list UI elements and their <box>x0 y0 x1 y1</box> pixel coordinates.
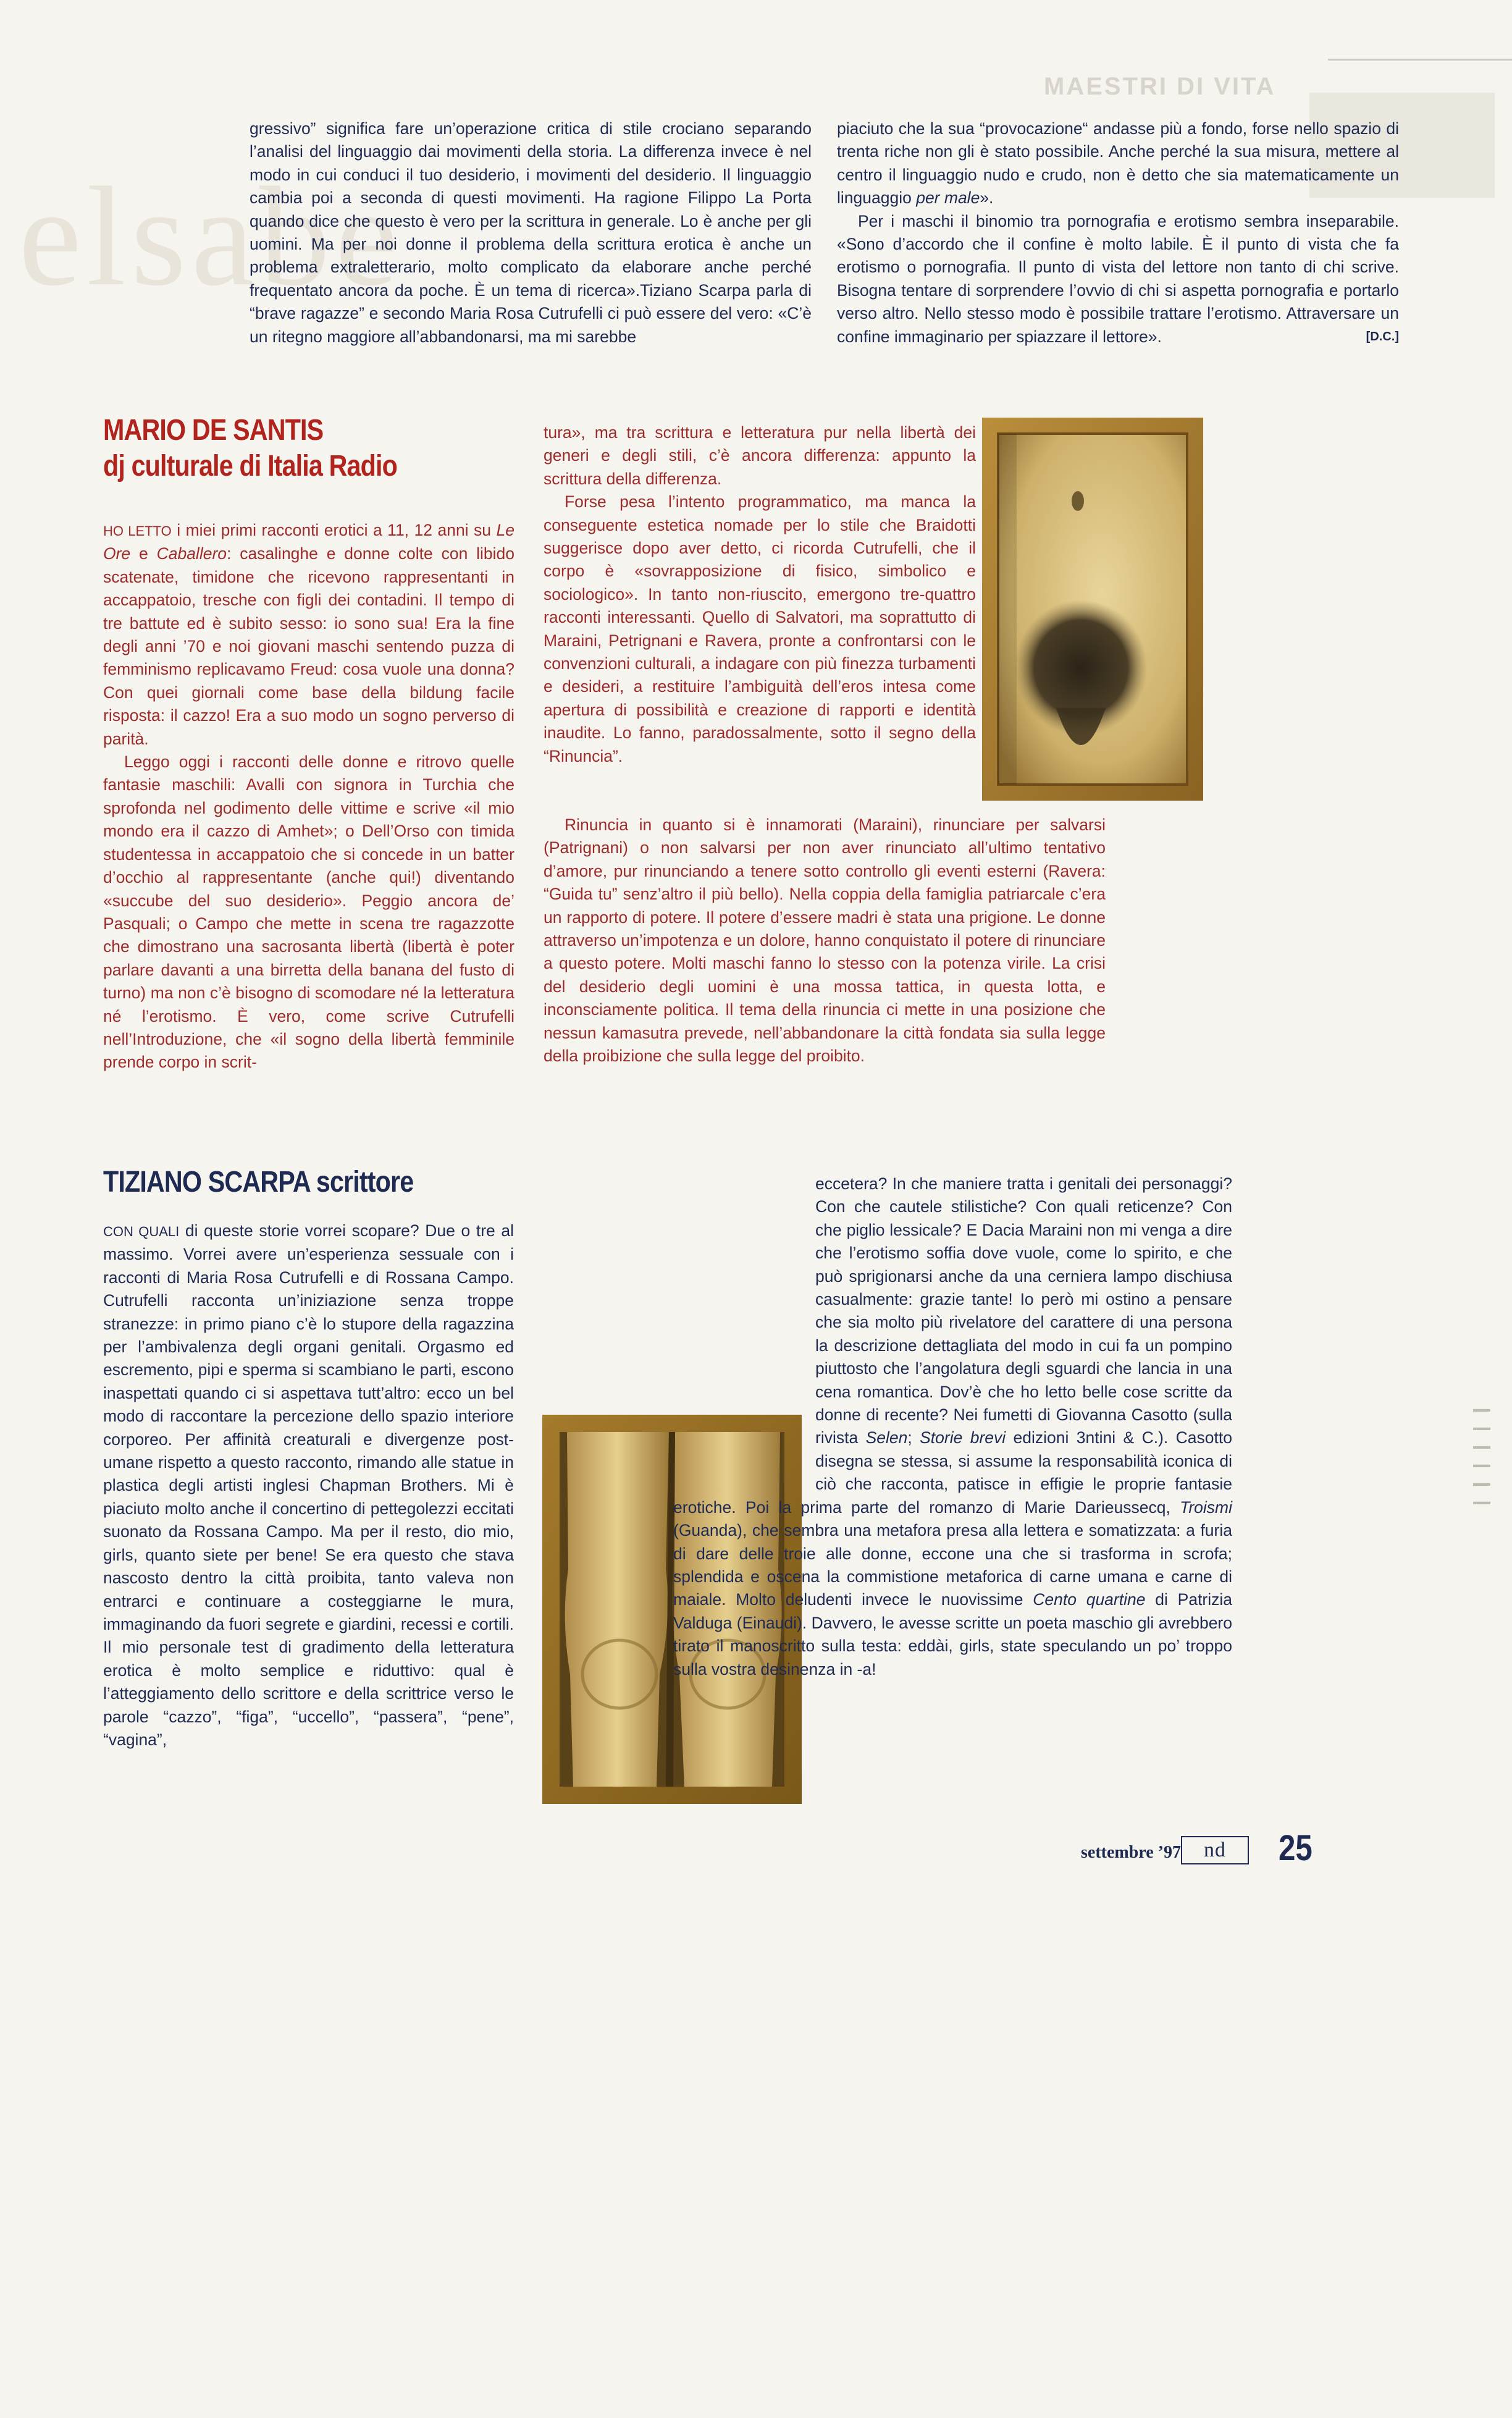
top-right-column <box>837 117 1399 348</box>
page-number: 25 <box>1279 1828 1312 1868</box>
text-span: (Guanda), che sembra una metafora presa alla lettera e somatizzata: a furia di dare delle troie alle donne, eccone una che si trasforma in scrofa; splendida e oscena la commistione metaforica di carne umana e carne di maiale. Molto deludenti invece le nuovissime <box>673 1521 1232 1609</box>
bleed-through-text: elsabe <box>19 158 403 315</box>
lead-in-smallcaps: CON QUALI <box>103 1224 180 1239</box>
text-span: e <box>130 544 157 563</box>
section1-col2-paragraph-1: tura», ma tra scrittura e letteratura pur nella libertà dei generi e degli stili, c’è ancora differenza: appunto la scrittura della differenza. <box>544 423 976 488</box>
emphasis-text: Caballero <box>156 544 227 563</box>
section1-col2-paragraph-2: Forse pesa l’intento programmatico, ma manca la conseguente estetica nomade per lo stile che Braidotti suggerisce dopo aver detto, ci ricorda Cutrufelli, che il corpo è «sovrapposizione di fisico, simbolico e sociologico». In tanto non-riuscito, emergono tre-quattro racconti interessanti. Quello di Salvatori, ma soprattutto di Maraini, Petrignani e Ravera, pronte a confrontarsi con le convenzioni culturali, a indagare con più finezza turbamenti e desideri, a restituire l’ambiguità dell’eros intesa come apertura di possibilità e creazione di rapporti e identità inaudite. Lo fanno, paradossalmente, sotto il segno della “Rinuncia”. <box>544 492 976 765</box>
section2-column-2 <box>673 1173 1232 1681</box>
bleed-through-rule <box>1328 59 1512 61</box>
top-right-paragraph-2 <box>837 210 1399 348</box>
text-span: piaciuto che la sua “provocazione“ andasse più a fondo, forse nello spazio di trenta riche non gli è stato possibile. Anche perché la sua misura, mettere al centro il linguaggio nudo e crudo, non è detto che sia matematicamente un linguaggio <box>837 119 1399 208</box>
text-span: eccetera? In che maniere tratta i genitali dei personaggi? Con che cautele stilistiche? Con quali reticenze? Con che piglio lessicale? E Dacia Maraini non mi venga a dire che l’erotismo soffia dove vuole, come lo spirito, e che può sprigionarsi anche da una cerniera lampo dischiusa casualmente: grazie tante! Io però mi ostino a pensare che sia molto più rivelatore del carattere di una persona la descrizione dettagliata del modo in cui fa un pompino piuttosto che l’angolatura degli sguardi che lancia in una cena romantica. Dov’è che ho letto belle cose scritte da donne di recente? Nei fumetti di Giovanna Casotto (sulla rivista <box>815 1174 1232 1447</box>
author-signature: [D.C.] <box>1366 329 1399 343</box>
text-span: di queste storie vorrei scopare? Due o tre al massimo. Vorrei avere un’esperienza sessuale con i racconti di Maria Rosa Cutrufelli e di Rossana Campo. Cutrufelli racconta un’iniziazione senza troppe stranezze: in primo piano c’è lo stupore della ragazzina per l’ambivalenza degli organi genitali. Orgasmo ed escremento, pipi e sperma si scambiano le parti, escono inaspettati quando ci si aspettava tutt’altro: ecco un bel modo di raccontare la percezione dello spazio interiore corporeo. Per affinità creaturali e divergenze post-umane rispetto a questo racconto, rimando alle statue in plastica degli artisti inglesi Chapman Brothers. Mi è piaciuto molto anche il concertino di pettegolezzi eccitati suonato da Rossana Campo. Ma per il resto, dio mio, girls, quanto siete per bene! Se era questo che stava nascosto dentro la città proibita, tanto valeva non entrarci e continuare a costeggiarne le mura, immaginando da fuori segrete e giardini, recessi e cortili. Il mio personale test di gradimento della letteratura erotica è molto semplice e riduttivo: qual è l’atteggiamento dello scrittore e della scrittrice verso le parole “cazzo”, “figa”, “uccello”, “passera”, “pene”, “vagina”, <box>103 1221 514 1749</box>
emphasis-text: Storie brevi <box>920 1428 1006 1447</box>
navel <box>1072 491 1084 511</box>
text-span: Per i maschi il binomio tra pornografia e erotismo sembra inseparabile. «Sono d’accordo che il confine è molto labile. È il punto di vista che fa erotismo o pornografia. Il punto di vista del lettore non tanto di chi scrive. Bisogna tentare di sorprendere l’ovvio di chi si aspetta pornografia e portarlo verso altro. Nello stesso modo è possibile trattare l’erotismo. Attraversare un confine immaginario per spiazzare il lettore». <box>837 211 1399 346</box>
emphasis-text: Troismi <box>1180 1498 1232 1517</box>
heading-name: MARIO DE SANTIS <box>103 414 324 447</box>
section-heading-mario-de-santis <box>103 413 443 484</box>
section1-paragraph-1 <box>103 519 514 751</box>
torso-box-photo <box>982 418 1203 801</box>
emphasis-text: per male <box>916 188 980 208</box>
text-span: edizioni 3ntini & C.). Casotto disegna se stessa, si assume la responsabilità iconica di ciò che racconta, patisce in effigie le proprie fantasie erotiche. Poi la prima parte del romanzo di Marie Darieussecq, <box>673 1428 1232 1517</box>
top-left-paragraph: gressivo” significa fare un’operazione critica di stile crociano separando l’analisi del linguaggio dai movimenti della storia. La differenza invece è nel modo in cui conduci il tuo desiderio, i movimenti del desiderio. Il linguaggio cambia poi a seconda di questi movimenti. Ha ragione Filippo La Porta quando dice che questo è vero per la scrittura in generale. Lo è anche per gli uomini. Ma per noi donne il problema della scrittura erotica è anche un problema extraletterario, molto complicato da elaborare anche perché frequentato ancora da poche. È un tema di ricerca».Tiziano Scarpa parla di “brave ragazze” e secondo Maria Rosa Cutrufelli ci può essere del vero: «C’è un ritegno maggiore all’abbandonarsi, ma mi sarebbe <box>250 119 812 346</box>
section1-paragraph-2: Leggo oggi i racconti delle donne e ritrovo quelle fantasie maschili: Avalli con signora in Turchia che sprofonda nel godimento delle vittime e scrive «il mio mondo era il cazzo di Amhet»; o Dell’Orso con timida studentessa in accappatoio che si concede in un batter d’occhio al rappresentante (anche qui!) diventando «succube del suo desiderio». Peggio ancora de’ Pasquali; o Campo che mette in scena tre ragazzotte che dimostrano una sacrosanta libertà (libertà è poter parlare davanti a una birretta della banana del fusto di turno) ma non c’è bisogno di scomodare né la letteratura né l’erotismo. È vero, come scrive Cutrufelli nell’Introduzione, che «il sogno della libertà femminile prende corpo in scrit- <box>103 752 514 1072</box>
text-span: di Patrizia Valduga (Einaudi). Davvero, le avesse scritte un poeta maschio gli avrebbero tirato il manoscritto sulla testa: eddài, girls, state speculando un po’ troppo sulla vostra desinenza in -a! <box>673 1590 1233 1679</box>
top-left-column <box>250 117 812 348</box>
section2-col2-paragraph-1 <box>673 1173 1232 1681</box>
text-span: ; <box>907 1428 920 1447</box>
section1-column-2 <box>544 421 976 768</box>
section2-column-1 <box>103 1220 665 2418</box>
section-heading-tiziano-scarpa <box>103 1165 413 1200</box>
text-span: : casalinghe e donne colte con libido scatenate, timidone che ricevono rappresentanti in accappatoio, tresche con figli dei contadini. Il tempo di tre battute ed è subito sesso: io sono sua! Era la fine degli anni ’70 e noi giovani maschi sentendo puzza di femminismo replicavamo Freud: cosa vuole una donna? Con quei giornali come base della bildung facile risposta: il cazzo! Era a suo modo un sogno perverso di parità. <box>103 544 515 748</box>
emphasis-text: Le Ore <box>103 521 514 563</box>
heading-role: dj culturale di Italia Radio <box>103 450 397 482</box>
section1-column-1 <box>103 519 514 1074</box>
section1-column-2-wide <box>544 814 1106 1068</box>
heading-name: TIZIANO SCARPA <box>103 1166 310 1198</box>
text-span: i miei primi racconti erotici a 11, 12 anni su <box>171 521 497 539</box>
lead-in-smallcaps: HO LETTO <box>103 523 172 539</box>
bleed-through-header: MAESTRI DI VITA <box>1044 73 1276 100</box>
text-span: ». <box>980 188 994 208</box>
top-right-paragraph-1 <box>837 117 1399 210</box>
emphasis-text: Cento quartine <box>1033 1590 1146 1609</box>
section1-col2-paragraph-3: Rinuncia in quanto si è innamorati (Maraini), rinunciare per salvarsi (Patrignani) o non salvarsi per non aver rinunciato all’ultimo tentativo d’amore, pur rinunciando a tenere sotto controllo gli eventi esterni (Ravera: “Guida tu” senz’altro il più bello). Nella coppia della famiglia patriarcale c’era un rapporto di potere. Il potere d’essere madri è stata una prigione. Le donne attraverso un’impotenza e un dolore, hanno conquistato il potere di rinunciare a questo potere. Molti maschi fanno lo stesso con la potenza virile. La crisi del desiderio degli uomini è una mossa tattica, in questa lotta, e inconsciamente politica. Il tema della rinuncia ci mette in una posizione che nessun kamasutra prevede, nell’abbandonare la città fondata sia sulla legge della proibizione che sulla legge del proibito. <box>544 815 1106 1066</box>
magazine-logo: nd <box>1181 1836 1249 1864</box>
bleed-through-strip: ▬▬ ▬▬ ▬▬ ▬▬ ▬▬ ▬▬ <box>1473 1404 1490 1506</box>
heading-role: scrittore <box>309 1166 414 1198</box>
issue-date: settembre ’97 <box>1081 1843 1181 1862</box>
left-knee <box>565 1432 669 1787</box>
emphasis-text: Selen <box>865 1428 908 1447</box>
